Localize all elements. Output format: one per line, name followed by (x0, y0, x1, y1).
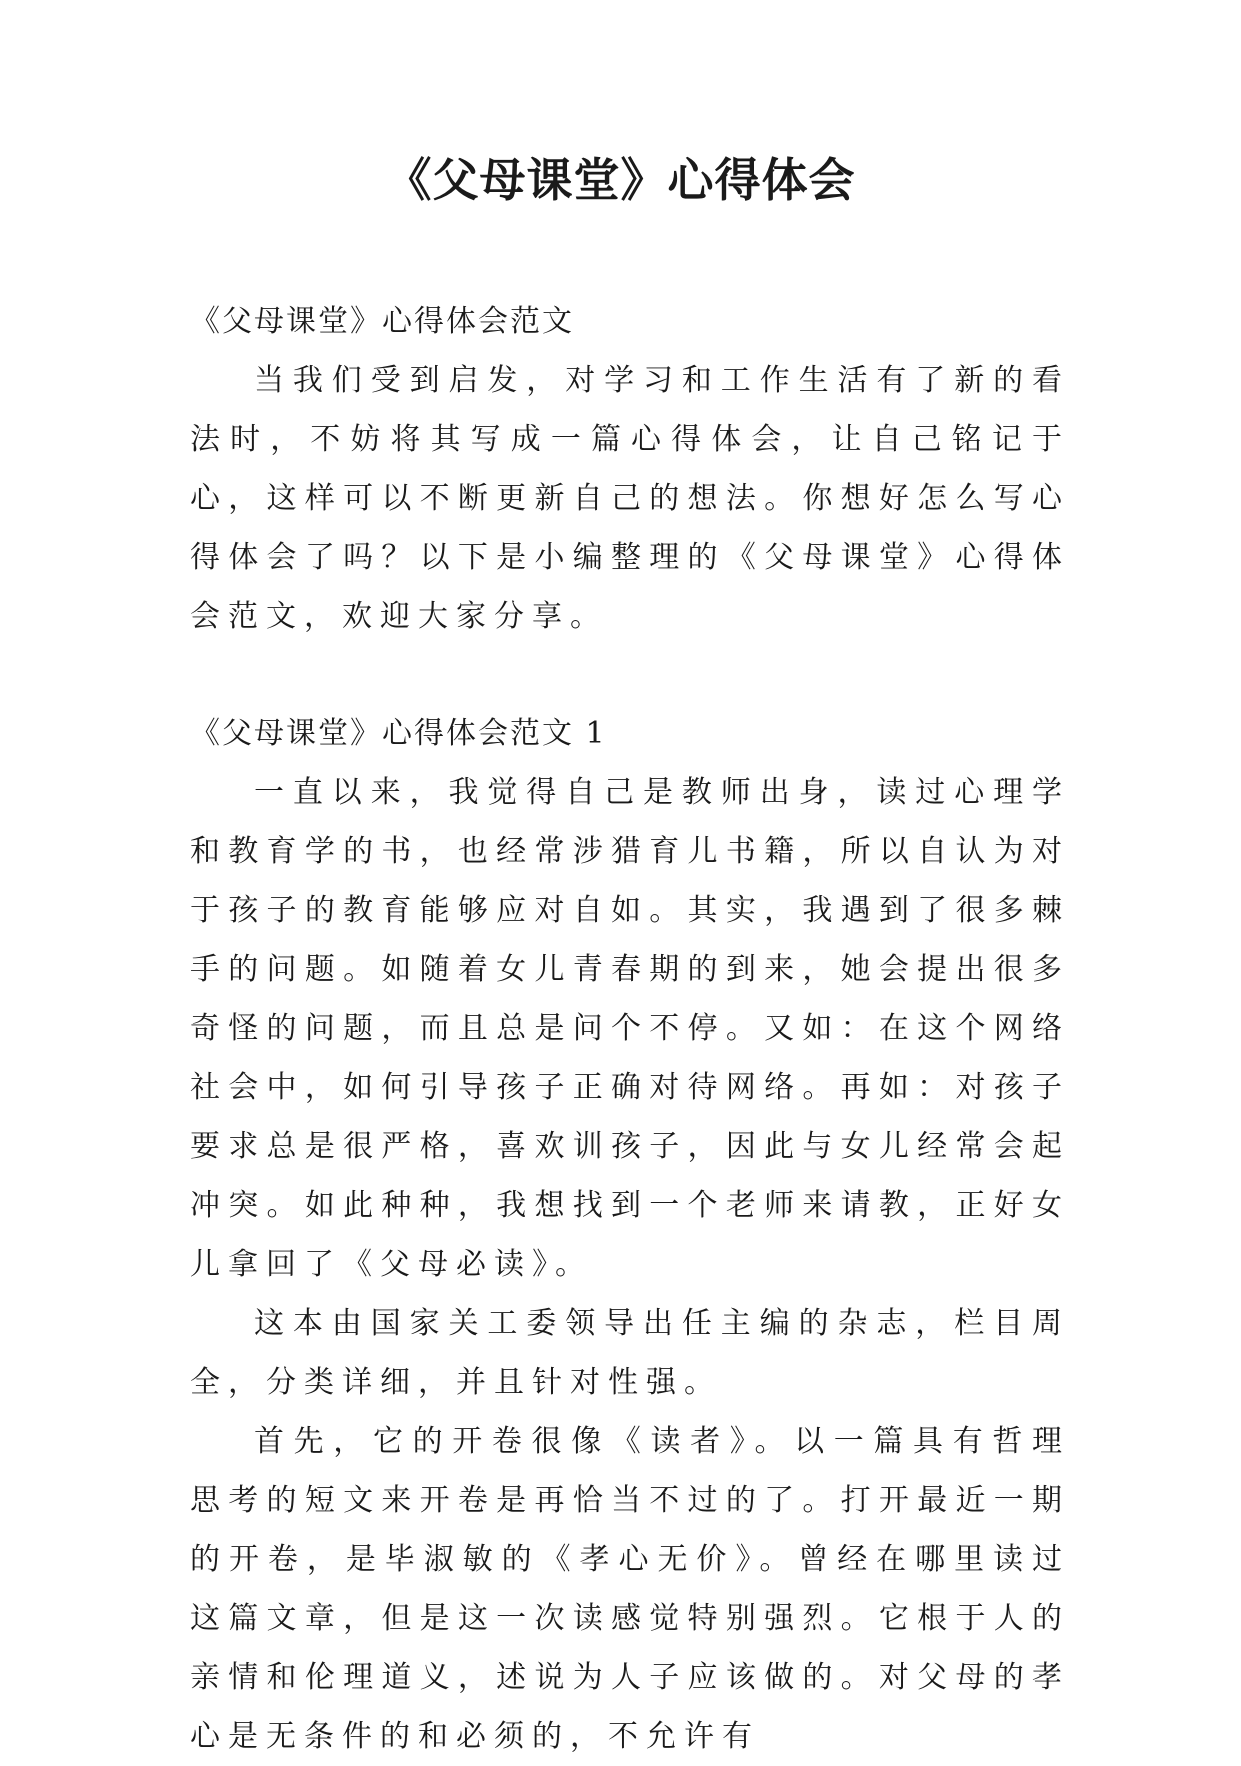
section-heading: 《父母课堂》心得体会范文 1 (190, 716, 607, 751)
section-essay-1 (190, 704, 1070, 1766)
paragraph: 首先，它的开卷很像《读者》。以一篇具有哲理思考的短文来开卷是再恰当不过的了。打开最近一期的开卷，是毕淑敏的《孝心无价》。曾经在哪里读过这篇文章，但是这一次读感觉特别强烈。它根于人的亲情和伦理道义，述说为人子应该做的。对父母的孝心是无条件的和必须的，不允许有 (190, 1424, 1070, 1754)
paragraph: 这本由国家关工委领导出任主编的杂志，栏目周全，分类详细，并且针对性强。 (190, 1306, 1070, 1400)
section-heading: 《父母课堂》心得体会范文 (190, 304, 574, 339)
section-intro (190, 292, 1070, 646)
document-title: 《父母课堂》心得体会 (385, 153, 856, 207)
document-body (190, 292, 1070, 1766)
paragraph: 当我们受到启发，对学习和工作生活有了新的看法时，不妨将其写成一篇心得体会，让自己铭记于心，这样可以不断更新自己的想法。你想好怎么写心得体会了吗？以下是小编整理的《父母课堂》心得体会范文，欢迎大家分享。 (190, 363, 1070, 634)
paragraph: 一直以来，我觉得自己是教师出身，读过心理学和教育学的书，也经常涉猎育儿书籍，所以自认为对于孩子的教育能够应对自如。其实，我遇到了很多棘手的问题。如随着女儿青春期的到来，她会提出很多奇怪的问题，而且总是问个不停。又如：在这个网络社会中，如何引导孩子正确对待网络。再如：对孩子要求总是很严格，喜欢训孩子，因此与女儿经常会起冲突。如此种种，我想找到一个老师来请教，正好女儿拿回了《父母必读》。 (190, 775, 1070, 1282)
section-spacer (190, 646, 1070, 704)
